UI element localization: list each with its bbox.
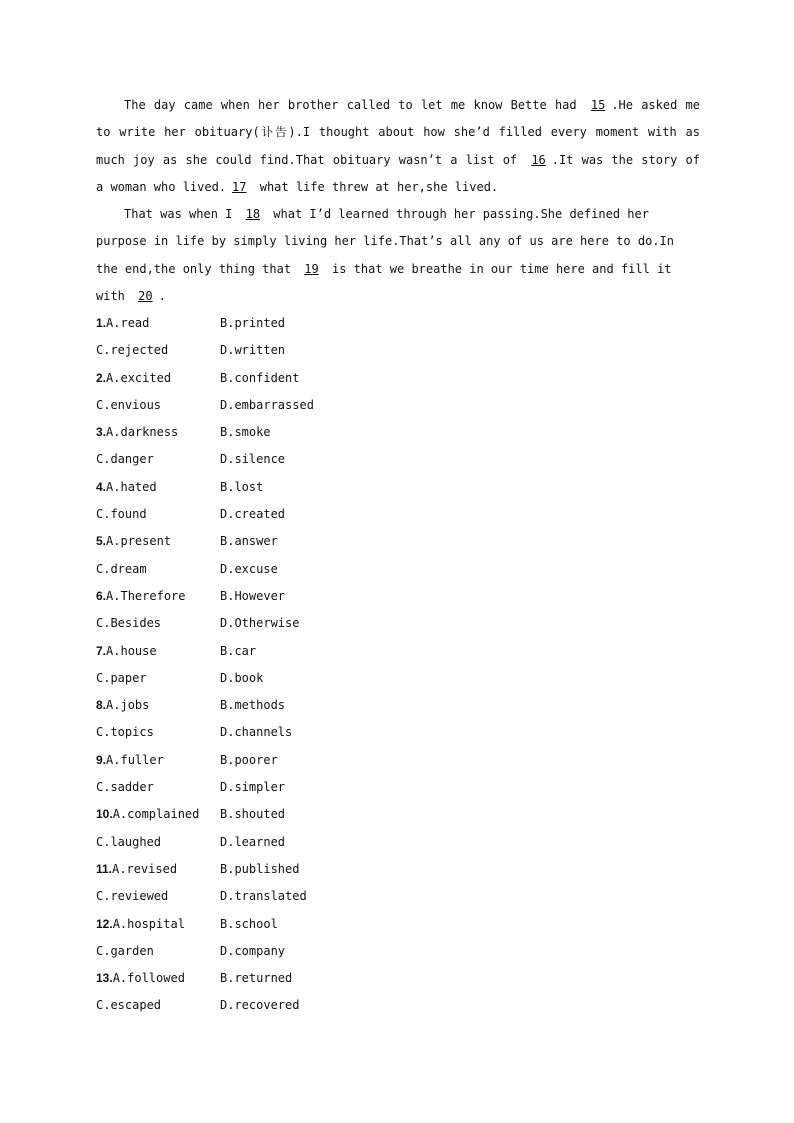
question-row (96, 610, 496, 637)
question-options-list (96, 310, 496, 1020)
option-c: C.paper (96, 670, 147, 685)
question-number: 9. (96, 752, 107, 767)
blank-16: 16 (531, 152, 546, 167)
question-number: 12. (96, 916, 113, 931)
option-c: C.envious (96, 397, 162, 412)
option-a: 9.A.fuller (96, 752, 164, 767)
text-segment: .He asked me to write her obituary(讣告).I thought about how she’d filled every moment with as much joy as she could find.That obituary wasn’t a list of (96, 98, 700, 167)
option-b: B.answer (220, 534, 278, 549)
option-d: D.simpler (220, 780, 286, 795)
option-b: B.returned (220, 971, 293, 986)
text-segment: The day came when her brother called to let me know Bette had (124, 98, 585, 112)
option-d: D.recovered (220, 998, 300, 1013)
question-row (96, 856, 496, 883)
question-row (96, 528, 496, 555)
option-d: D.learned (220, 834, 286, 849)
question-row (96, 310, 496, 337)
option-b: B.methods (220, 698, 286, 713)
option-d: D.created (220, 507, 286, 522)
question-row (96, 501, 496, 528)
question-number: 6. (96, 588, 107, 603)
question-row (96, 556, 496, 583)
option-b: B.school (220, 916, 278, 931)
question-row (96, 883, 496, 910)
option-d: D.translated (220, 889, 307, 904)
option-a: 5.A.present (96, 534, 172, 549)
option-d: D.book (220, 670, 264, 685)
question-row (96, 747, 496, 774)
option-c: C.dream (96, 561, 147, 576)
option-a: 12.A.hospital (96, 916, 185, 931)
paragraph-1 (96, 92, 700, 201)
option-d: D.Otherwise (220, 616, 300, 631)
blank-18: 18 (245, 207, 261, 222)
option-b: B.smoke (220, 425, 271, 440)
question-number: 11. (96, 861, 113, 876)
question-row (96, 665, 496, 692)
option-d: D.channels (220, 725, 293, 740)
option-a: 4.A.hated (96, 479, 157, 494)
text-segment: .It was the story of a woman who lived. (96, 152, 700, 194)
paragraph-2 (96, 201, 700, 310)
text-segment: That was when I (124, 207, 240, 222)
option-c: C.rejected (96, 343, 169, 358)
question-row (96, 583, 496, 610)
option-a: 2.A.excited (96, 370, 172, 385)
question-row (96, 938, 496, 965)
text-segment: . (158, 289, 166, 304)
option-c: C.found (96, 507, 147, 522)
question-number: 1. (96, 316, 107, 330)
question-number: 5. (96, 534, 107, 549)
question-number: 7. (96, 643, 107, 658)
question-row (96, 638, 496, 665)
option-d: D.silence (220, 452, 286, 467)
text-segment: is that we breathe in our time here and fill it with (96, 261, 672, 304)
option-b: B.poorer (220, 752, 278, 767)
option-a: 13.A.followed (96, 971, 185, 986)
question-row (96, 446, 496, 473)
option-c: C.reviewed (96, 889, 169, 904)
option-b: B.car (220, 643, 257, 658)
option-b: B.However (220, 588, 286, 603)
question-row (96, 911, 496, 938)
option-b: B.published (220, 861, 300, 876)
option-c: C.topics (96, 725, 154, 740)
option-b: B.confident (220, 370, 300, 385)
question-row (96, 719, 496, 746)
question-number: 2. (96, 370, 107, 385)
question-row (96, 774, 496, 801)
question-number: 8. (96, 698, 107, 713)
text-segment: what life threw at her,she lived. (252, 179, 499, 194)
option-d: D.company (220, 943, 286, 958)
question-row (96, 692, 496, 719)
blank-17: 17 (232, 179, 247, 194)
blank-20: 20 (138, 289, 153, 304)
question-row (96, 992, 496, 1019)
option-b: B.printed (220, 316, 286, 330)
question-row (96, 829, 496, 856)
option-a: 6.A.Therefore (96, 588, 186, 603)
cloze-passage (96, 92, 700, 310)
option-a: 3.A.darkness (96, 425, 179, 440)
question-number: 4. (96, 479, 107, 494)
blank-19: 19 (304, 261, 319, 276)
text-segment: what I’d learned through her passing.She defined her purpose in life by simply living her life.That’s all any of us are here to do.In the end,the only thing that (96, 207, 674, 276)
option-d: D.excuse (220, 561, 278, 576)
option-a: 10.A.complained (96, 807, 200, 822)
option-a: 8.A.jobs (96, 698, 150, 713)
option-a: 11.A.revised (96, 861, 178, 876)
option-a: 7.A.house (96, 643, 157, 658)
option-c: C.garden (96, 943, 154, 958)
option-c: C.escaped (96, 998, 162, 1013)
option-c: C.laughed (96, 834, 162, 849)
question-row (96, 474, 496, 501)
option-c: C.Besides (96, 616, 162, 631)
question-row (96, 392, 496, 419)
option-d: D.embarrassed (220, 397, 314, 412)
option-b: B.lost (220, 479, 264, 494)
question-row (96, 801, 496, 828)
question-row (96, 365, 496, 392)
question-number: 3. (96, 425, 107, 440)
blank-15: 15 (590, 98, 606, 112)
question-row (96, 419, 496, 446)
question-row (96, 965, 496, 992)
option-c: C.danger (96, 452, 154, 467)
question-number: 13. (96, 971, 113, 986)
option-b: B.shouted (220, 807, 286, 822)
question-number: 10. (96, 807, 113, 822)
option-a: 1.A.read (96, 316, 150, 330)
option-d: D.written (220, 343, 286, 358)
option-c: C.sadder (96, 780, 154, 795)
question-row (96, 337, 496, 364)
